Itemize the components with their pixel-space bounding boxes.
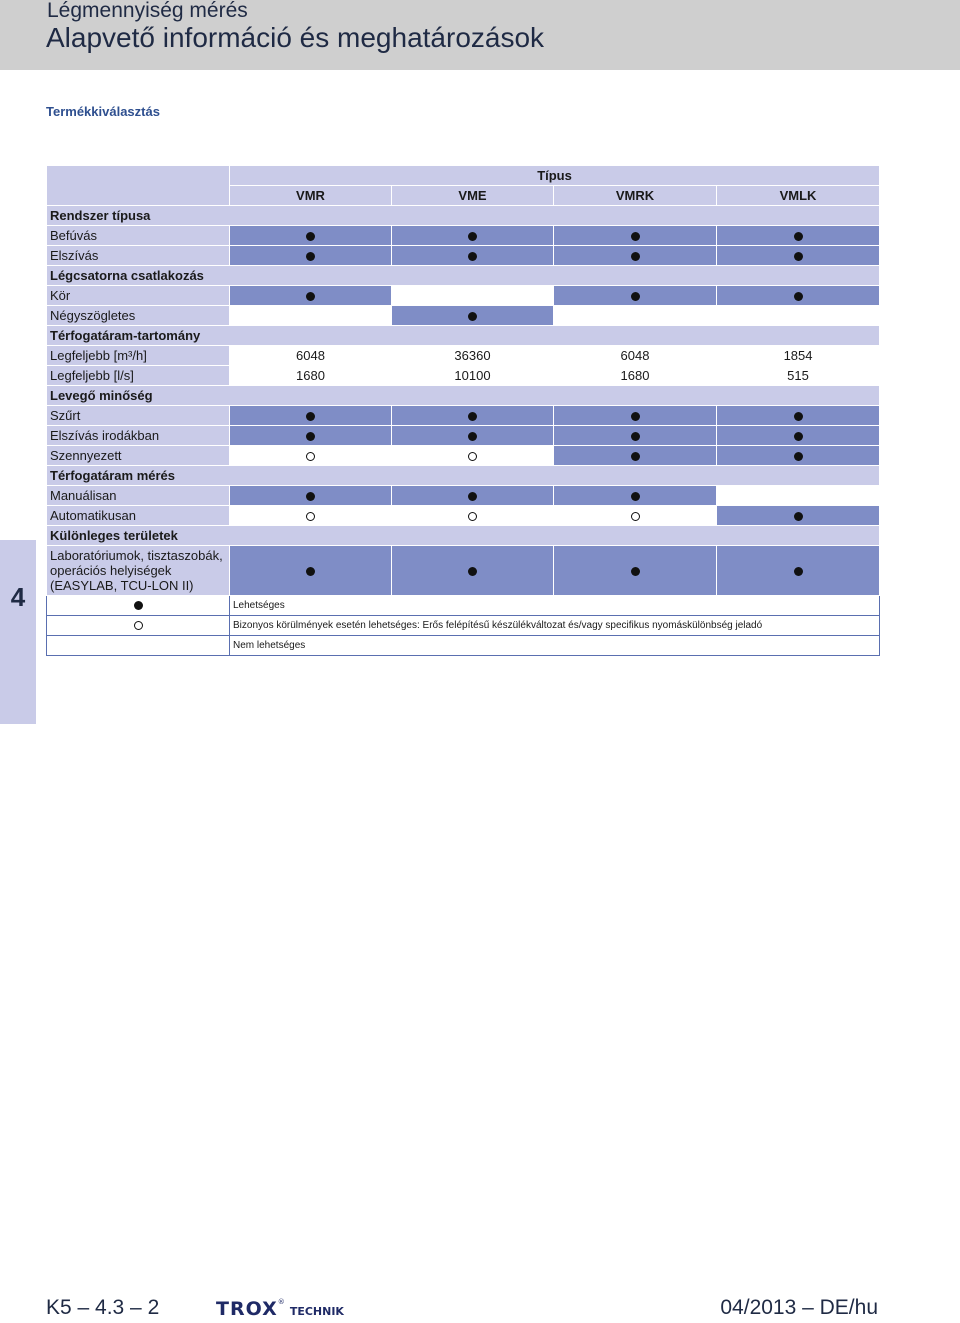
availability-cell-possible [392, 546, 554, 596]
filled-dot-icon [631, 412, 640, 421]
section-row [47, 326, 880, 346]
value-cell: 515 [717, 366, 880, 386]
filled-dot-icon [468, 567, 477, 576]
table-row [47, 546, 880, 596]
availability-cell-possible [230, 426, 392, 446]
availability-cell-possible [230, 226, 392, 246]
table-row [47, 306, 880, 326]
section-row [47, 266, 880, 286]
logo-subtext: TECHNIK [289, 1305, 344, 1318]
table-row [47, 246, 880, 266]
value-cell: 6048 [554, 346, 717, 366]
filled-dot-icon [468, 312, 477, 321]
legend-row-conditional [47, 616, 880, 636]
document-reference: K5 – 4.3 – 2 [46, 1296, 160, 1319]
type-group-header: Típus [230, 166, 880, 186]
legend-symbol-conditional [47, 616, 230, 636]
filled-dot-icon [794, 412, 803, 421]
row-label: Elszívás irodákban [47, 426, 230, 446]
row-label: Manuálisan [47, 486, 230, 506]
row-label: Kör [47, 286, 230, 306]
row-label: Automatikusan [47, 506, 230, 526]
document-date: 04/2013 – DE/hu [720, 1296, 878, 1319]
availability-cell-possible [554, 486, 717, 506]
filled-dot-icon [631, 452, 640, 461]
value-cell: 1854 [717, 346, 880, 366]
availability-cell-possible [392, 426, 554, 446]
table-row [47, 226, 880, 246]
filled-dot-icon [794, 567, 803, 576]
hollow-circle-icon [468, 452, 477, 461]
availability-cell-possible [230, 406, 392, 426]
availability-cell-possible [554, 406, 717, 426]
row-label: Befúvás [47, 226, 230, 246]
column-header-vmrk: VMRK [554, 186, 717, 206]
availability-cell-none [717, 486, 880, 506]
availability-cell-possible [230, 246, 392, 266]
filled-dot-icon [631, 292, 640, 301]
row-label: Legfeljebb [m³/h] [47, 346, 230, 366]
availability-cell-possible [717, 286, 880, 306]
column-header-vmlk: VMLK [717, 186, 880, 206]
section-row [47, 386, 880, 406]
availability-cell-possible [717, 226, 880, 246]
availability-cell-possible [717, 246, 880, 266]
availability-cell-possible [230, 546, 392, 596]
logo-registered-mark: ® [277, 1298, 285, 1306]
legend-row-possible [47, 596, 880, 616]
legend-text-possible: Lehetséges [230, 596, 880, 616]
hollow-circle-icon [631, 512, 640, 521]
section-label-rendszer: Rendszer típusa [47, 206, 880, 226]
value-cell: 36360 [392, 346, 554, 366]
availability-cell-none [392, 286, 554, 306]
section-row [47, 526, 880, 546]
availability-cell-possible [230, 286, 392, 306]
filled-dot-icon [306, 412, 315, 421]
filled-dot-icon [468, 252, 477, 261]
filled-dot-icon [306, 252, 315, 261]
table-row [47, 286, 880, 306]
table-row [47, 506, 880, 526]
table-row [47, 426, 880, 446]
header-corner [47, 166, 230, 206]
section-row [47, 206, 880, 226]
availability-cell-possible [392, 246, 554, 266]
filled-dot-icon [631, 432, 640, 441]
header-band [0, 0, 960, 70]
page-subtitle: Légmennyiség mérés [47, 0, 248, 22]
column-header-vme: VME [392, 186, 554, 206]
availability-cell-possible [717, 406, 880, 426]
product-selection-table [46, 165, 880, 656]
filled-dot-icon [306, 567, 315, 576]
availability-cell-possible [392, 486, 554, 506]
section-label-meres: Térfogatáram mérés [47, 466, 880, 486]
legend-row-none [47, 636, 880, 656]
filled-dot-icon [794, 512, 803, 521]
chapter-tab [0, 540, 36, 724]
legend-text-conditional: Bizonyos körülmények esetén lehetséges: Erős felépítésű készülékváltozat és/vagy specifikus nyomáskülönbség jeladó [230, 616, 880, 636]
availability-cell-conditional [392, 506, 554, 526]
legend-text-none: Nem lehetséges [230, 636, 880, 656]
availability-cell-possible [717, 546, 880, 596]
row-label: Négyszögletes [47, 306, 230, 326]
section-label-levego: Levegő minőség [47, 386, 880, 406]
value-cell: 6048 [230, 346, 392, 366]
filled-dot-icon [306, 432, 315, 441]
filled-dot-icon [794, 432, 803, 441]
section-label: Termékkiválasztás [46, 104, 160, 119]
filled-dot-icon [631, 252, 640, 261]
table-header-row [47, 166, 880, 186]
filled-dot-icon [306, 292, 315, 301]
hollow-circle-icon [468, 512, 477, 521]
column-header-vmr: VMR [230, 186, 392, 206]
row-label: Szűrt [47, 406, 230, 426]
availability-cell-none [230, 306, 392, 326]
value-cell: 1680 [230, 366, 392, 386]
filled-dot-icon [794, 232, 803, 241]
availability-cell-possible [392, 406, 554, 426]
availability-cell-possible [392, 306, 554, 326]
filled-dot-icon [134, 601, 143, 610]
row-label: Laboratóriumok, tisztaszobák, operációs helyiségek (EASYLAB, TCU-LON II) [47, 546, 230, 596]
section-label-terfogataram-tartomany: Térfogatáram-tartomány [47, 326, 880, 346]
value-cell: 10100 [392, 366, 554, 386]
availability-cell-none [554, 306, 717, 326]
legend-symbol-possible [47, 596, 230, 616]
filled-dot-icon [468, 232, 477, 241]
legend-symbol-none [47, 636, 230, 656]
logo-wordmark: TROX [216, 1298, 278, 1320]
value-cell: 1680 [554, 366, 717, 386]
filled-dot-icon [306, 492, 315, 501]
filled-dot-icon [468, 432, 477, 441]
filled-dot-icon [631, 492, 640, 501]
availability-cell-possible [717, 506, 880, 526]
availability-cell-possible [554, 286, 717, 306]
table-row [47, 406, 880, 426]
availability-cell-possible [554, 546, 717, 596]
table-row [47, 346, 880, 366]
trox-logo [216, 1298, 344, 1320]
row-label: Legfeljebb [l/s] [47, 366, 230, 386]
availability-cell-possible [392, 226, 554, 246]
availability-cell-conditional [554, 506, 717, 526]
availability-cell-conditional [230, 506, 392, 526]
hollow-circle-icon [306, 512, 315, 521]
availability-cell-conditional [392, 446, 554, 466]
hollow-circle-icon [306, 452, 315, 461]
availability-cell-possible [554, 446, 717, 466]
table-row [47, 486, 880, 506]
chapter-tab-number: 4 [10, 582, 26, 612]
page-title: Alapvető információ és meghatározások [46, 22, 545, 53]
filled-dot-icon [468, 492, 477, 501]
availability-cell-possible [554, 426, 717, 446]
section-row [47, 466, 880, 486]
hollow-circle-icon [134, 621, 143, 630]
availability-cell-possible [717, 426, 880, 446]
filled-dot-icon [631, 567, 640, 576]
section-label-kulonleges: Különleges területek [47, 526, 880, 546]
filled-dot-icon [631, 232, 640, 241]
filled-dot-icon [794, 452, 803, 461]
availability-cell-possible [554, 226, 717, 246]
filled-dot-icon [794, 252, 803, 261]
row-label: Szennyezett [47, 446, 230, 466]
availability-cell-conditional [230, 446, 392, 466]
filled-dot-icon [468, 412, 477, 421]
availability-cell-possible [554, 246, 717, 266]
table-row [47, 366, 880, 386]
table-row [47, 446, 880, 466]
availability-cell-possible [717, 446, 880, 466]
filled-dot-icon [306, 232, 315, 241]
availability-cell-possible [230, 486, 392, 506]
filled-dot-icon [794, 292, 803, 301]
section-label-legcsatorna: Légcsatorna csatlakozás [47, 266, 880, 286]
availability-cell-none [717, 306, 880, 326]
row-label: Elszívás [47, 246, 230, 266]
